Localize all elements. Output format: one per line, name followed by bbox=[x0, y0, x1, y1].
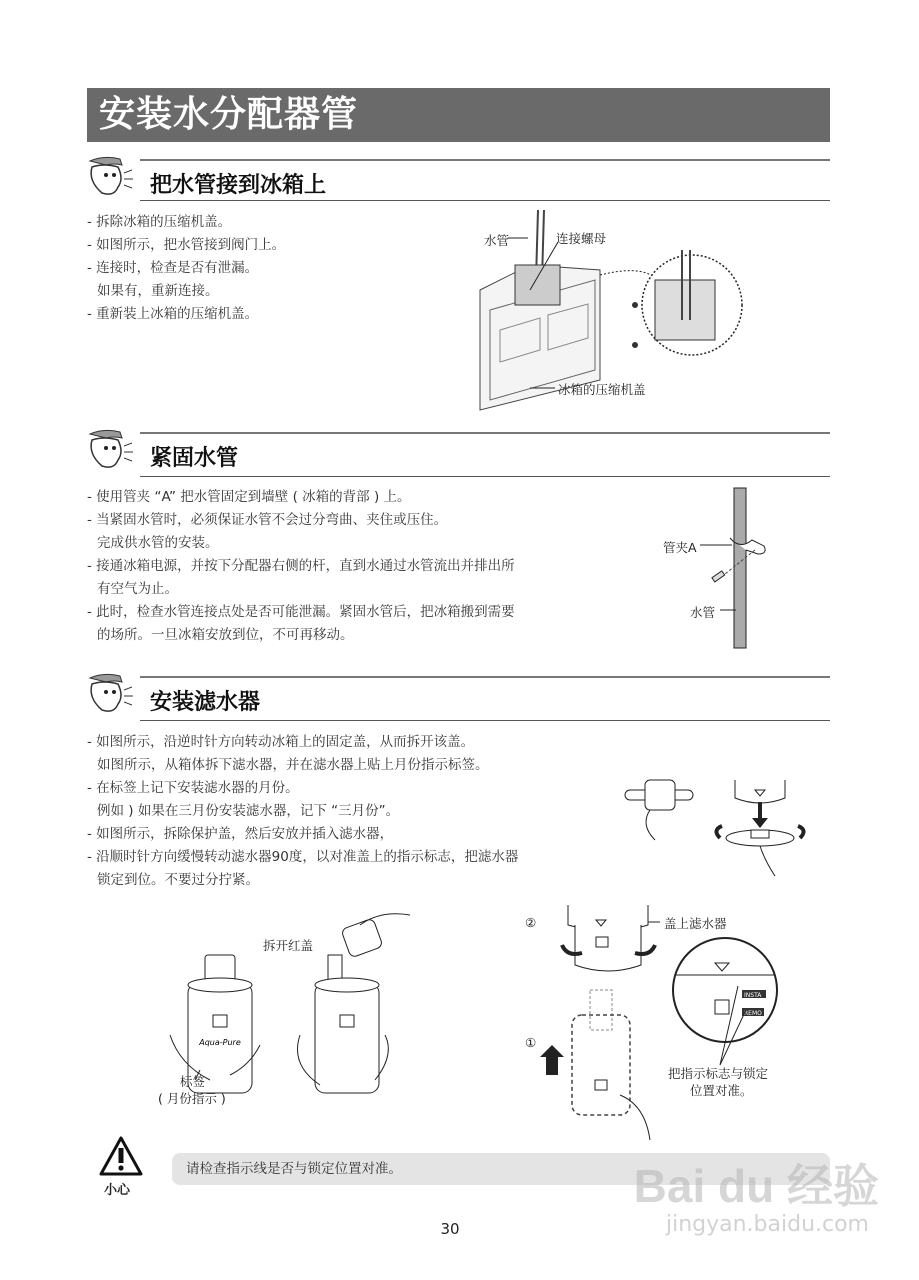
caution-note: 请检查指示线是否与锁定位置对准。 bbox=[172, 1153, 830, 1185]
bullet-line: 锁定到位。不要过分拧紧。 bbox=[97, 872, 259, 888]
step-number: ① bbox=[525, 1035, 537, 1050]
section-divider bbox=[140, 200, 830, 201]
step-number: ② bbox=[525, 915, 537, 930]
remove-tag: REMO bbox=[744, 1010, 762, 1017]
brand-mark: Aqua-Pure bbox=[199, 1038, 241, 1047]
mascot-icon bbox=[84, 426, 136, 472]
figure-label: 水管 bbox=[690, 605, 716, 620]
warning-icon bbox=[99, 1136, 143, 1176]
caution-label: 小心 bbox=[104, 1183, 131, 1198]
bullet-line: 例如 ) 如果在三月份安装滤水器，记下 “三月份”。 bbox=[97, 803, 400, 819]
bullet-line: - 连接时，检查是否有泄漏。 bbox=[87, 260, 259, 276]
bullet-line: - 使用管夹 “A” 把水管固定到墙壁 ( 冰箱的背部 ) 上。 bbox=[87, 489, 411, 505]
cap-rotation-illustration bbox=[620, 772, 805, 882]
section-divider bbox=[140, 159, 830, 161]
section-heading: 安装滤水器 bbox=[150, 690, 261, 715]
bullet-line: 如果有，重新连接。 bbox=[97, 283, 219, 299]
pipe-clamp-illustration bbox=[660, 488, 780, 648]
bullet-line: - 重新装上冰箱的压缩机盖。 bbox=[87, 306, 259, 322]
bullet-line: - 当紧固水管时，必须保证水管不会过分弯曲、夹住或压住。 bbox=[87, 512, 448, 528]
bullet-line: - 沿顺时针方向缓慢转动滤水器90度，以对准盖上的指示标志，把滤水器 bbox=[87, 849, 519, 865]
section-text bbox=[87, 211, 285, 326]
figure-label: 盖上滤水器 bbox=[664, 916, 727, 931]
watermark-url: jingyan.baidu.com bbox=[665, 1212, 869, 1237]
bullet-line: 的场所。一旦冰箱安放到位，不可再移动。 bbox=[97, 627, 354, 643]
bullet-line: 有空气为止。 bbox=[97, 581, 178, 597]
figure-label: 冰箱的压缩机盖 bbox=[558, 382, 646, 397]
bullet-line: - 如图所示，沿逆时针方向转动冰箱上的固定盖，从而拆开该盖。 bbox=[87, 734, 475, 750]
figure-label: 管夹A bbox=[663, 540, 697, 555]
insert-tag: INSTA bbox=[744, 992, 762, 999]
watermark-logo: Bai du 经验 bbox=[633, 1160, 879, 1212]
section-divider bbox=[140, 432, 830, 434]
bullet-line: - 如图所示，把水管接到阀门上。 bbox=[87, 237, 286, 253]
filter-install-illustration bbox=[520, 890, 790, 1140]
figure-label: 连接螺母 bbox=[556, 231, 607, 246]
bullet-line: 如图所示，从箱体拆下滤水器，并在滤水器上贴上月份指示标签。 bbox=[97, 757, 489, 773]
figure-label: 把指示标志与锁定 bbox=[668, 1066, 769, 1081]
bullet-line: - 在标签上记下安装滤水器的月份。 bbox=[87, 780, 299, 796]
figure-label: ( 月份指示 ) bbox=[158, 1091, 226, 1106]
page-title: 安装水分配器管 bbox=[87, 88, 830, 142]
section-divider bbox=[140, 476, 830, 477]
section-text bbox=[87, 486, 515, 647]
figure-label: 标签 bbox=[180, 1074, 206, 1089]
section-divider bbox=[140, 676, 830, 678]
figure-label: 水管 bbox=[484, 233, 510, 248]
bullet-line: - 拆除冰箱的压缩机盖。 bbox=[87, 214, 232, 230]
section-heading: 紧固水管 bbox=[150, 446, 239, 471]
mascot-icon bbox=[84, 153, 136, 199]
page-number: 30 bbox=[440, 1220, 460, 1238]
bullet-line: - 此时，检查水管连接点处是否可能泄漏。紧固水管后，把冰箱搬到需要 bbox=[87, 604, 515, 620]
figure-label: 拆开红盖 bbox=[263, 938, 314, 953]
bullet-line: 完成供水管的安装。 bbox=[97, 535, 219, 551]
bullet-line: - 如图所示，拆除保护盖，然后安放并插入滤水器， bbox=[87, 826, 394, 842]
bullet-line: - 接通冰箱电源，并按下分配器右侧的杆，直到水通过水管流出并排出所 bbox=[87, 558, 515, 574]
section-text bbox=[87, 731, 518, 892]
section-heading: 把水管接到冰箱上 bbox=[150, 173, 327, 198]
figure-label: 位置对准。 bbox=[690, 1083, 753, 1098]
mascot-icon bbox=[84, 670, 136, 716]
section-divider bbox=[140, 720, 830, 721]
